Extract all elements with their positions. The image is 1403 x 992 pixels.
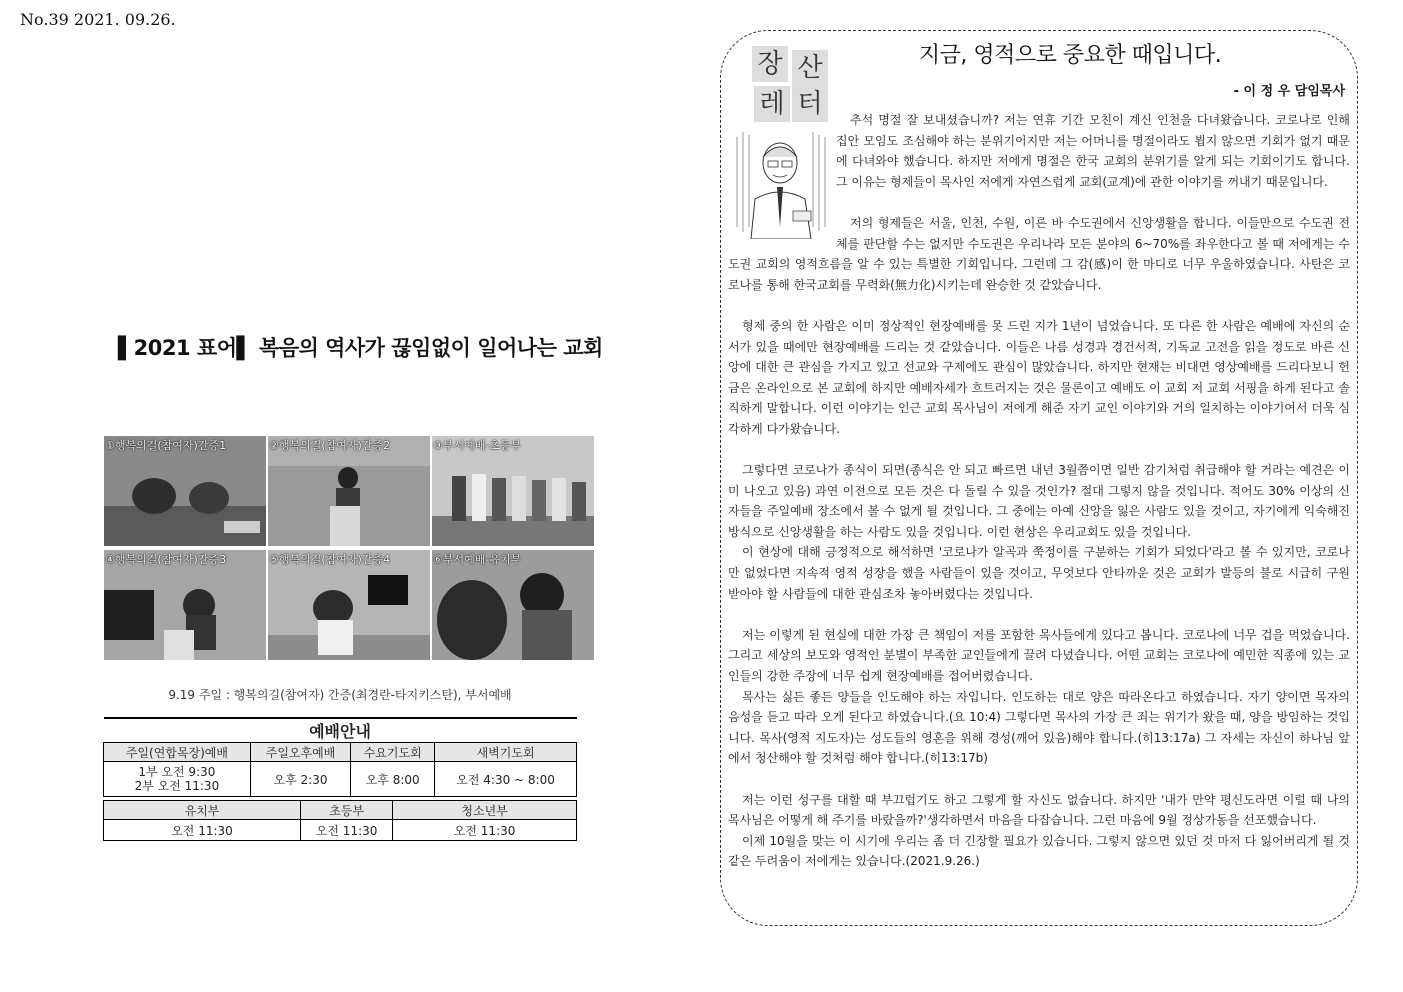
worship-time: 오후 8:00 bbox=[351, 762, 435, 797]
badge-char: 터 bbox=[797, 89, 823, 119]
worship-schedule-table bbox=[103, 717, 577, 841]
photo-3 bbox=[432, 436, 594, 546]
badge-char: 산 bbox=[797, 53, 823, 83]
paragraph-gap bbox=[728, 440, 1350, 461]
paragraph-gap bbox=[728, 769, 1350, 790]
photo-caption-3: ③부서예배-초등부 bbox=[433, 439, 522, 452]
column-body bbox=[728, 110, 1350, 872]
photo-description: 9.19 주일 : 행복의길(참여자) 간증(최경란-타지키스탄), 부서예배 bbox=[168, 688, 512, 702]
photo-2 bbox=[268, 436, 430, 546]
department-header: 초등부 bbox=[301, 801, 393, 820]
paragraph: 이 현상에 대해 긍정적으로 해석하면 '코로나가 알곡과 쭉정이를 구분하는 기회가 되었다'라고 볼 수 있지만, 코로나만 없었다면 지속적 영적 성장을 했을 사람들이 있을 것이고, 무엇보다 안타까운 것은 교회가 발등의 불로 시급히 구원 받아야 할 사람들에 대한 관심조차 놓아버렸다는 것입니다. bbox=[728, 545, 1350, 601]
photo-caption-4: ④행복의길(참여자)간증3 bbox=[105, 553, 227, 566]
department-header: 청소년부 bbox=[393, 801, 577, 820]
department-header: 유치부 bbox=[104, 801, 301, 820]
paragraph-gap bbox=[728, 604, 1350, 625]
photo-caption-6: ⑥부서예배-유치부 bbox=[433, 553, 522, 566]
worship-title: 예배안내 bbox=[104, 718, 577, 743]
photo-caption-1: ①행복의길(참여자)간증1 bbox=[105, 439, 227, 452]
paragraph: 이제 10월을 맞는 이 시기에 우리는 좀 더 긴장할 필요가 있습니다. 그렇지 않으면 있던 것 마저 다 잃어버리게 될 것 같은 두려움이 저에게는 있습니다.(2021.9.26.) bbox=[728, 833, 1350, 869]
badge-char: 레 bbox=[759, 89, 785, 119]
worship-time-sunday: 1부 오전 9:30 2부 오전 11:30 bbox=[104, 762, 251, 797]
worship-header: 수요기도회 bbox=[351, 743, 435, 762]
badge-char: 장 bbox=[757, 49, 783, 79]
photo-1 bbox=[104, 436, 266, 546]
department-time: 오전 11:30 bbox=[393, 820, 577, 841]
photo-5 bbox=[268, 550, 430, 660]
paragraph: 저는 이렇게 된 현실에 대한 가장 큰 책임이 저를 포함한 목사들에게 있다고 봅니다. 코로나에 너무 겁을 먹었습니다. 그리고 세상의 보도와 영적인 분별이 부족한 교인들에게 끌려 다녔습니다. 어떤 교회는 코로나에 예민한 직종에 있는 교인들의 강한 주장에 너무 쉽게 현장예배를 접어버렸습니다. bbox=[728, 627, 1350, 684]
paragraph-gap bbox=[728, 295, 1350, 316]
photo-6 bbox=[432, 550, 594, 660]
year-motto: ▌2021 표어▌ 복음의 역사가 끊임없이 일어나는 교회 bbox=[118, 336, 603, 360]
paragraph: 형제 중의 한 사람은 이미 정상적인 현장예배를 못 드린 지가 1년이 넘었습니다. 또 다른 한 사람은 예배에 자신의 순서가 있을 때에만 현장예배를 드리는 것 같았습니다. 이들은 나름 성경과 경건서적, 기독교 고전을 읽을 정도로 바른 신앙에 대한 큰 관심을 가지고 있고 선교와 구제에도 관심이 많았습니다. 하지만 현재는 비대면 영상예배를 드리다보니 헌금은 온라인으로 본 교회에 하지만 예배자세가 흐트러지는 것은 물론이고 예배도 이 교회 저 교회 서핑을 하게 된다고 솔직하게 말합니다. 이런 이야기는 인근 교회 목사님이 저에게 해준 자기 교인 이야기와 거의 일치하는 이야기여서 더욱 심각하게 다가왔습니다. bbox=[728, 318, 1350, 436]
department-time: 오전 11:30 bbox=[301, 820, 393, 841]
paragraph: 그렇다면 코로나가 종식이 되면(종식은 안 되고 빠르면 내년 3월쯤이면 일반 감기처럼 취급해야 할 거라는 예견은 이미 나오고 있음) 과연 이전으로 모든 것은 다 돌릴 수 있을 것인가? 절대 그렇지 않을 것입니다. 적어도 30% 이상의 신자들을 주일예배 장소에서 볼 수 없게 될 것입니다. 그 중에는 아예 신앙을 잃은 사람도 있을 것이고, 자기에게 익숙해진 방식으로 신앙생활을 하는 사람도 있을 것입니다. 이런 현상은 우리교회도 있을 것입니다. bbox=[728, 463, 1350, 539]
paragraph: 저의 형제들은 서울, 인천, 수원, 이른 바 수도권에서 신앙생활을 합니다. 이들만으로 수도권 전체를 판단할 수는 없지만 수도권은 우리나라 모든 분야의 6~70%를 좌우한다고 볼 때 저에게는 수도권 교회의 영적흐름을 알 수 있는 특별한 기회입니다. 그런데 그 감(感)이 한 마디로 너무 우울하였습니다. 사탄은 코로나를 통해 한국교회를 무력화(無力化)시키는데 완승한 것 같았습니다. bbox=[728, 215, 1350, 292]
photo-caption-2: ②행복의길(참여자)간증2 bbox=[269, 439, 391, 452]
photo-grid bbox=[104, 436, 594, 661]
issue-header: No.39 2021. 09.26. bbox=[20, 10, 176, 29]
paragraph: 추석 명절 잘 보내셨습니까? 저는 연휴 기간 모친이 계신 인천을 다녀왔습니다. 코로나로 인해 집안 모임도 조심해야 하는 분위기이지만 저는 어머니를 명절이라도 뵙지 않으면 기회가 없기 때문에 다녀와야 했습니다. 하지만 저에게 명절은 한국 교회의 분위기를 알게 되는 기회이기도 합니다. 그 이유는 형제들이 목사인 저에게 자연스럽게 교회(교계)에 관한 이야기를 꺼내기 때문입니다. bbox=[836, 113, 1350, 189]
worship-header: 주일(연합목장)예배 bbox=[104, 743, 251, 762]
column-title: 지금, 영적으로 중요한 때입니다. bbox=[918, 43, 1222, 68]
column-author: - 이 정 우 담임목사 bbox=[1233, 84, 1345, 99]
worship-header: 주일오후예배 bbox=[250, 743, 350, 762]
worship-header: 새벽기도회 bbox=[435, 743, 577, 762]
department-time: 오전 11:30 bbox=[104, 820, 301, 841]
worship-time: 오전 4:30 ~ 8:00 bbox=[435, 762, 577, 797]
worship-time: 오후 2:30 bbox=[250, 762, 350, 797]
paragraph: 저는 이런 성구를 대할 때 부끄럽기도 하고 그렇게 할 자신도 없습니다. 하지만 '내가 만약 평신도라면 이럴 때 나의 목사님은 어떻게 해 주기를 바랐을까?'생각하면서 마음을 다잡습니다. 그런 마음에 9월 정상가동을 선포했습니다. bbox=[728, 792, 1350, 828]
photo-caption-5: ⑤행복의길(참여자)간증4 bbox=[269, 553, 391, 566]
photo-4 bbox=[104, 550, 266, 660]
paragraph: 목사는 싫든 좋든 양들을 인도해야 하는 자입니다. 인도하는 대로 양은 따라온다고 하였습니다. 자기 양이면 목자의 음성을 듣고 따라 오게 된다고 하였습니다.(요 10:4) 그렇다면 목사의 가장 큰 죄는 위기가 왔을 때, 양을 방임하는 것입니다. 목사(영적 지도자)는 성도들의 영혼을 위해 경성(깨어 있음)해야 합니다.(히13:17a) 그 자세는 자신이 하나님 앞에서 청산해야 할 것처럼 해야 합니다.(히13:17b) bbox=[728, 689, 1350, 766]
